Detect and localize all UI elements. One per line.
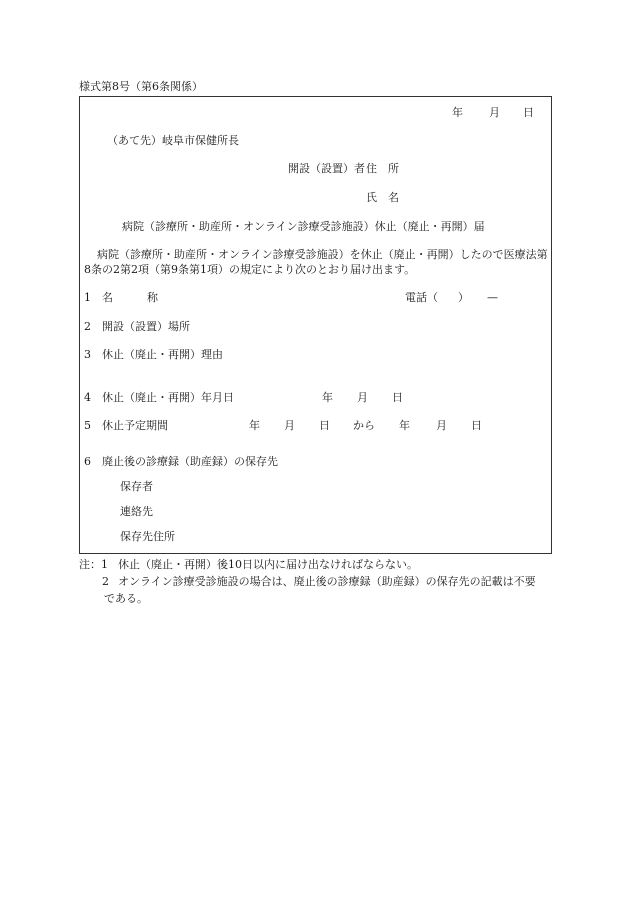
item-2-number: 2: [84, 320, 91, 333]
record-keeper-label: 保存者: [120, 480, 153, 493]
item-5-label: 休止予定期間: [102, 419, 168, 432]
applicant-address-label: 住 所: [366, 162, 399, 175]
form-title: 病院（診療所・助産所・オンライン診療受診施設）休止（廃止・再開）届: [122, 220, 485, 233]
item-5-month-start: 月: [284, 419, 295, 432]
date-month: 月: [489, 106, 500, 119]
item-6-label: 廃止後の診療録（助産録）の保存先: [102, 455, 278, 468]
item-5-year-end: 年: [399, 419, 410, 432]
applicant-label: 開設（設置）者: [288, 162, 365, 175]
phone-label: 電話（: [405, 291, 438, 304]
item-5-number: 5: [84, 419, 91, 432]
addressee: （あて先）岐阜市保健所長: [107, 134, 239, 147]
item-1-number: 1: [84, 291, 91, 304]
note-2-line-2: である。: [104, 592, 148, 605]
item-3-number: 3: [84, 348, 91, 361]
item-6-number: 6: [84, 455, 91, 468]
item-3-label: 休止（廃止・再開）理由: [102, 348, 223, 361]
item-4-number: 4: [84, 391, 91, 404]
item-1-label-a: 名: [102, 291, 113, 304]
item-4-label: 休止（廃止・再開）年月日: [102, 391, 234, 404]
item-5-day-end: 日: [471, 419, 482, 432]
phone-dash: —: [487, 291, 498, 304]
form-number-label: 様式第8号（第6条関係）: [79, 80, 203, 93]
item-5-month-end: 月: [436, 419, 447, 432]
item-2-label: 開設（設置）場所: [102, 320, 190, 333]
note-prefix: 注：1: [79, 558, 108, 571]
body-text-line-1: 病院（診療所・助産所・オンライン診療受診施設）を休止（廃止・再開）したので医療法第: [97, 248, 548, 261]
body-text-line-2: 8条の2第2項（第9条第1項）の規定により次のとおり届け出ます。: [84, 263, 416, 276]
item-4-month: 月: [357, 391, 368, 404]
record-contact-label: 連絡先: [120, 505, 153, 518]
item-5-day-start: 日: [319, 419, 330, 432]
date-day: 日: [523, 106, 534, 119]
item-4-year: 年: [322, 391, 333, 404]
record-address-label: 保存先住所: [120, 530, 175, 543]
item-5-from: から: [353, 419, 375, 432]
item-5-year-start: 年: [249, 419, 260, 432]
note-2-number: 2: [102, 575, 109, 588]
applicant-name-label: 氏 名: [366, 191, 399, 204]
note-2-line-1: オンライン診療受診施設の場合は、廃止後の診療録（助産録）の保存先の記載は不要: [118, 575, 536, 588]
note-1: 休止（廃止・再開）後10日以内に届け出なければならない。: [118, 558, 418, 571]
item-1-label-b: 称: [147, 291, 158, 304]
item-4-day: 日: [392, 391, 403, 404]
date-year: 年: [452, 106, 463, 119]
phone-close-paren: ）: [458, 291, 469, 304]
